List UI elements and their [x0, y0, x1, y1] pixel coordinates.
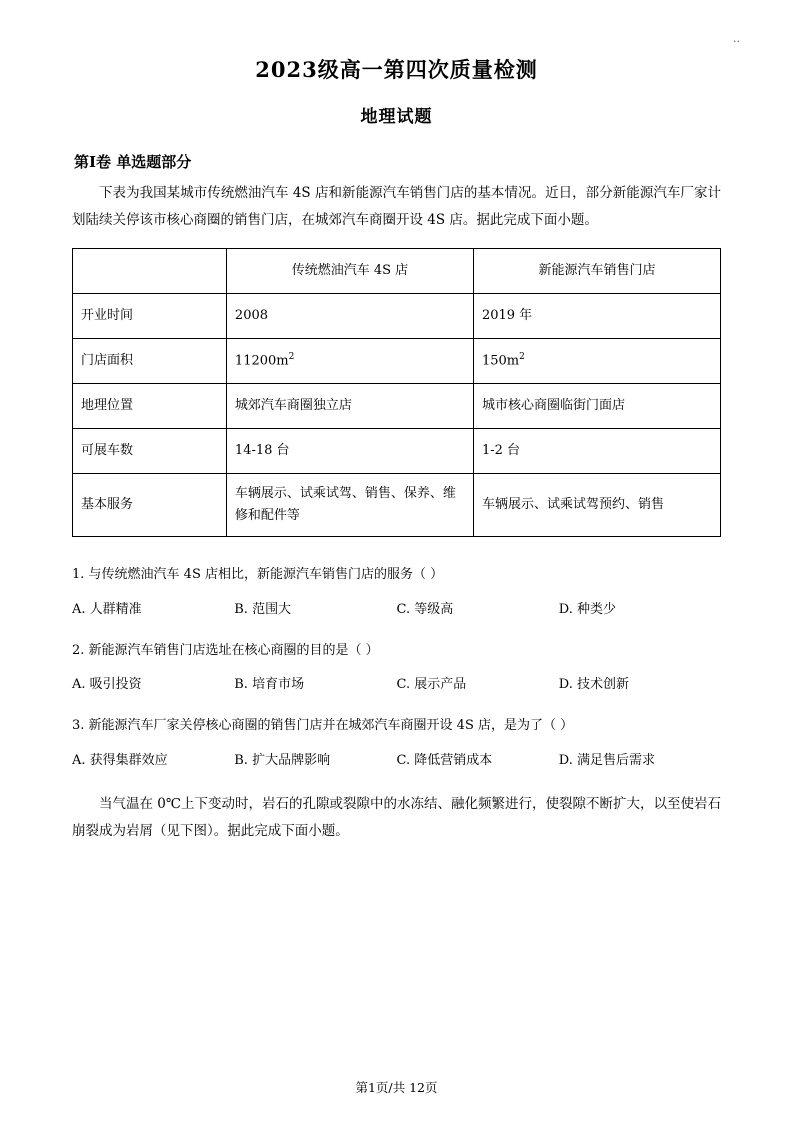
table-row: [73, 339, 721, 384]
row-label-store-area: 门店面积: [73, 339, 227, 384]
cell-open-time-fuel: 2008: [226, 294, 473, 339]
cell-store-area-newenergy-value: 150m: [481, 353, 520, 369]
cell-store-area-fuel: [226, 339, 473, 384]
question-1-stem: 1. 与传统燃油汽车 4S 店相比，新能源汽车销售门店的服务（ ）: [72, 567, 444, 583]
question-1-options: [72, 598, 721, 623]
question-2-option-c[interactable]: C. 展示产品: [396, 677, 467, 693]
cell-store-area-fuel-value: 11200m: [234, 353, 289, 369]
question-3-option-c[interactable]: C. 降低营销成本: [396, 752, 493, 768]
row-label-open-time: 开业时间: [73, 294, 227, 339]
table-header-cell-blank: [73, 249, 227, 294]
section-title: 第Ⅰ卷 单选题部分: [74, 153, 192, 171]
question-1-option-d[interactable]: D. 种类少: [558, 601, 616, 617]
page-corner-mark: ..: [733, 32, 740, 45]
row-label-display-count: 可展车数: [73, 429, 227, 474]
question-2-options: [72, 673, 721, 698]
cell-display-count-newenergy: 1-2 台: [473, 429, 720, 474]
page-subtitle: 地理试题: [360, 107, 433, 127]
table-header-row: [73, 249, 721, 294]
cell-location-fuel: 城郊汽车商圈独立店: [226, 384, 473, 429]
question-2-stem: 2. 新能源汽车销售门店选址在核心商圈的目的是（ ）: [72, 642, 379, 658]
table-header-cell-newenergy: 新能源汽车销售门店: [473, 249, 720, 294]
question-2-option-b[interactable]: B. 培育市场: [234, 677, 305, 693]
table-row: [73, 429, 721, 474]
question-2-option-d[interactable]: D. 技术创新: [558, 677, 629, 693]
question-3-option-b[interactable]: B. 扩大品牌影响: [234, 752, 331, 768]
page-title: 2023级高一第四次质量检测: [255, 57, 538, 82]
intro-paragraph: 下表为我国某城市传统燃油汽车 4S 店和新能源汽车销售门店的基本情况。近日，部分新能源汽车厂家计划陆续关停该市核心商圈的销售门店，在城郊汽车商圈开设 4S 店。据此完成下面小题。: [72, 185, 721, 228]
cell-display-count-fuel: 14-18 台: [226, 429, 473, 474]
question-1-option-a[interactable]: A. 人群精准: [72, 601, 142, 617]
page-footer: 第1页/共 12页: [355, 1080, 438, 1095]
row-label-location: 地理位置: [73, 384, 227, 429]
square-unit-sup: 2: [288, 351, 295, 362]
table-row: [73, 384, 721, 429]
cell-basic-service-newenergy: 车辆展示、试乘试驾预约、销售: [473, 474, 720, 537]
question-3-option-a[interactable]: A. 获得集群效应: [72, 752, 168, 768]
tail-paragraph: 当气温在 0℃上下变动时，岩石的孔隙或裂隙中的水冻结、融化频繁进行，使裂隙不断扩大，以至使岩石崩裂成为岩屑（见下图）。据此完成下面小题。: [72, 796, 721, 840]
question-3-options: [72, 749, 721, 774]
cell-store-area-newenergy: [473, 339, 720, 384]
question-3-option-d[interactable]: D. 满足售后需求: [558, 752, 655, 768]
cell-basic-service-fuel: 车辆展示、试乘试驾、销售、保养、维修和配件等: [226, 474, 473, 537]
question-1-option-c[interactable]: C. 等级高: [396, 601, 454, 617]
question-2-option-a[interactable]: A. 吸引投资: [72, 677, 142, 693]
comparison-table: [72, 248, 721, 537]
cell-location-newenergy: 城市核心商圈临街门面店: [473, 384, 720, 429]
table-row: [73, 474, 721, 537]
row-label-basic-service: 基本服务: [73, 474, 227, 537]
square-unit-sup: 2: [519, 351, 525, 362]
table-row: [73, 294, 721, 339]
cell-open-time-newenergy: 2019 年: [473, 294, 720, 339]
question-3-stem: 3. 新能源汽车厂家关停核心商圈的销售门店并在城郊汽车商圈开设 4S 店，是为了（ ）: [72, 717, 574, 733]
table-header-cell-fuel: 传统燃油汽车 4S 店: [226, 249, 473, 294]
question-1-option-b[interactable]: B. 范围大: [234, 601, 292, 617]
